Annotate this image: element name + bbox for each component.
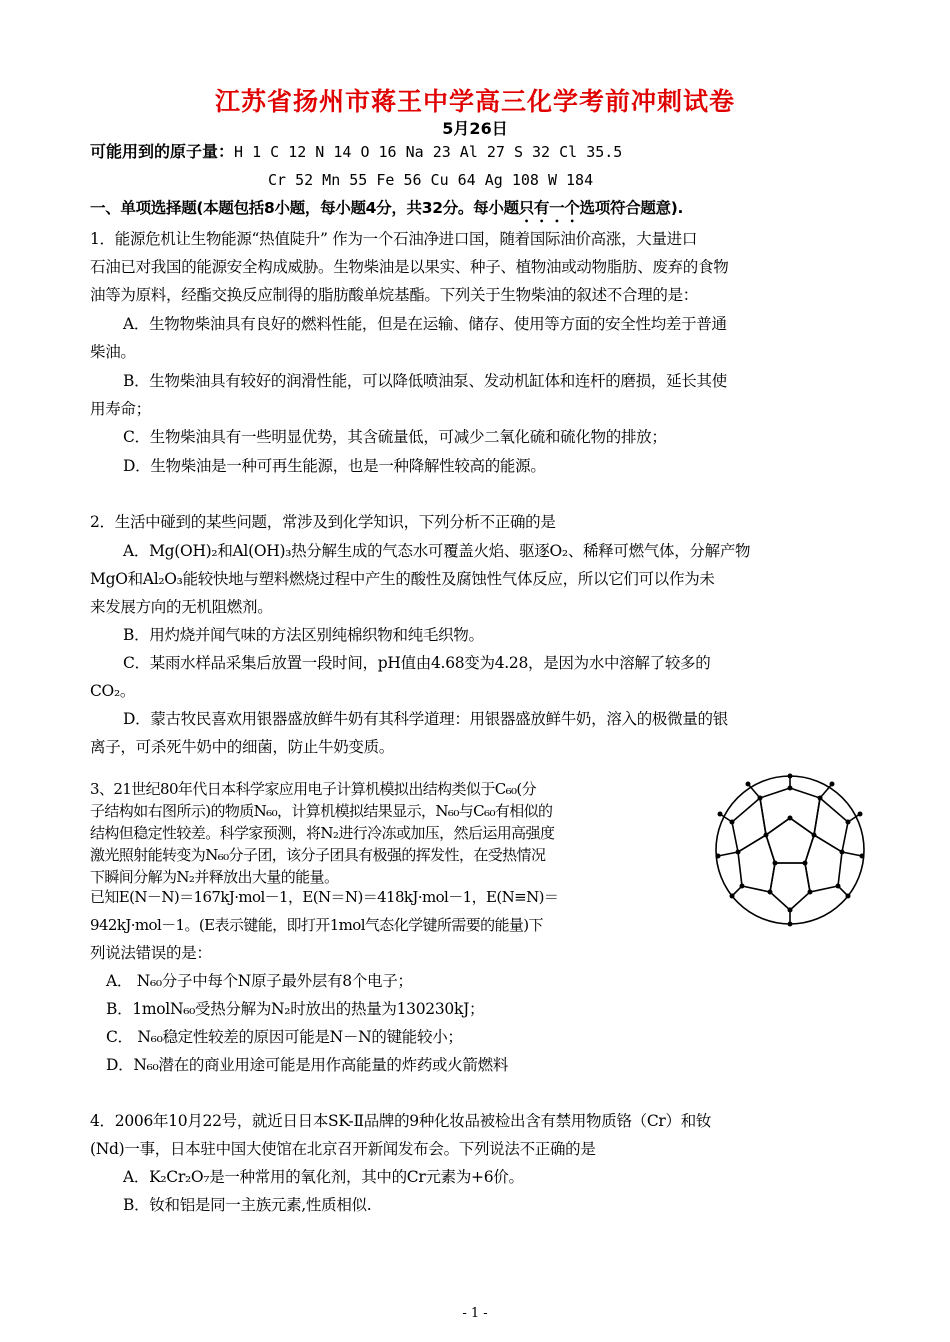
q3-line-7: 942kJ·mol－1。(E表示键能，即打开1mol气态化学键所需要的能量)下	[90, 916, 543, 934]
q3-line-2: 子结构如右图所示)的物质N₆₀，计算机模拟结果显示，N₆₀与C₆₀有相似的	[90, 802, 553, 820]
q2-option-a-3: 来发展方向的无机阻燃剂。	[90, 598, 273, 616]
c60-fullerene-molecule-icon	[710, 770, 870, 930]
q2-option-b: B．用灼烧并闻气味的方法区别纯棉织物和纯毛织物。	[123, 626, 484, 644]
q1-option-b-1: B．生物柴油具有较好的润滑性能，可以降低喷油泵、发动机缸体和连杆的磨损，延长其使	[123, 372, 727, 390]
exam-date: 5月26日	[442, 119, 508, 138]
q3-line-3: 结构但稳定性较差。科学家预测，将N₂进行冷冻或加压，然后运用高强度	[90, 824, 555, 842]
q3-line-4: 激光照射能转变为N₆₀分子团，该分子团具有极强的挥发性，在受热情况	[90, 846, 546, 864]
q3-option-b: B．1molN₆₀受热分解为N₂时放出的热量为130230kJ；	[106, 1000, 485, 1018]
q2-option-c-1: C．某雨水样品采集后放置一段时间，pH值由4.68变为4.28，是因为水中溶解了较多的	[123, 654, 711, 672]
q3-option-d: D．N₆₀潜在的商业用途可能是用作高能量的炸药或火箭燃料	[106, 1056, 509, 1074]
atomic-mass-values-1: H 1 C 12 N 14 O 16 Na 23 Al 27 S 32 Cl 35.5	[234, 143, 623, 161]
q2-option-a-2: MgO和Al₂O₃能较快地与塑料燃烧过程中产生的酸性及腐蚀性气体反应，所以它们可以作为未	[90, 570, 715, 588]
q1-stem-2: 石油已对我国的能源安全构成威胁。生物柴油是以果实、种子、植物油或动物脂肪、废弃的食物	[90, 258, 729, 276]
emphasis-text: 只有一个	[518, 199, 580, 217]
q2-option-c-2: CO₂。	[90, 682, 136, 700]
page-title: 江苏省扬州市蒋王中学高三化学考前冲刺试卷	[214, 87, 735, 116]
atomic-mass-label: 可能用到的原子量：	[90, 142, 235, 161]
atomic-mass-line-2	[268, 169, 950, 191]
q2-option-d-2: 离子，可杀死牛奶中的细菌，防止牛奶变质。	[90, 738, 395, 756]
q3-line-8: 列说法错误的是：	[90, 944, 212, 962]
q3-line-1: 3、21世纪80年代日本科学家应用电子计算机模拟出结构类似于C₆₀(分	[90, 780, 537, 798]
q1-option-d: D．生物柴油是一种可再生能源，也是一种降解性较高的能源。	[123, 457, 546, 475]
q2-stem: 2．生活中碰到的某些问题，常涉及到化学知识，下列分析不正确的是	[90, 513, 556, 531]
q1-option-a-1: A．生物物柴油具有良好的燃料性能，但是在运输、储存、使用等方面的安全性均差于普通	[123, 315, 727, 333]
q3-option-c: C． N₆₀稳定性较差的原因可能是N－N的键能较小；	[106, 1028, 463, 1046]
q4-line-2: (Nd)一事，日本驻中国大使馆在北京召开新闻发布会。下列说法不正确的是	[90, 1140, 596, 1158]
section-heading: 一、单项选择题(本题包括8小题，每小题4分，共32分。每小题只有一个选项符合题意).	[90, 199, 684, 217]
q1-stem-1: 1．能源危机让生物能源“热值陡升” 作为一个石油净进口国，随着国际油价高涨，大量进口	[90, 230, 698, 248]
q4-option-a: A．K₂Cr₂O₇是一种常用的氧化剂，其中的Cr元素为+6价。	[123, 1168, 524, 1186]
q1-stem-3: 油等为原料，经酯交换反应制得的脂肪酸单烷基酯。下列关于生物柴油的叙述不合理的是：	[90, 286, 699, 304]
q3-option-a: A． N₆₀分子中每个N原子最外层有8个电子；	[106, 972, 413, 990]
q1-option-a-2: 柴油。	[90, 343, 136, 361]
q2-option-a-1: A．Mg(OH)₂和Al(OH)₃热分解生成的气态水可覆盖火焰、驱逐O₂、稀释可燃气体，分解产物	[123, 542, 751, 560]
q2-option-d-1: D．蒙古牧民喜欢用银器盛放鲜牛奶有其科学道理：用银器盛放鲜牛奶，溶入的极微量的银	[123, 710, 728, 728]
q3-line-5: 下瞬间分解为N₂并释放出大量的能量。	[90, 868, 339, 886]
q1-option-c: C．生物柴油具有一些明显优势，其含硫量低，可减少二氧化硫和硫化物的排放；	[123, 428, 667, 446]
q1-option-b-2: 用寿命；	[90, 400, 151, 418]
q3-line-6: 已知E(N－N)＝167kJ·mol－1，E(N＝N)＝418kJ·mol－1，E(N≡N)＝	[90, 888, 559, 906]
q4-option-b: B．钕和铝是同一主族元素,性质相似.	[123, 1196, 372, 1214]
atomic-mass-values-2: Cr 52 Mn 55 Fe 56 Cu 64 Ag 108 W 184	[268, 171, 594, 189]
page-number: - 1 -	[462, 1306, 488, 1321]
q4-line-1: 4．2006年10月22号，就近日日本SK-Ⅱ品牌的9种化妆品被检出含有禁用物质铬（Cr）和钕	[90, 1112, 712, 1130]
atomic-mass-line-1	[90, 141, 870, 163]
